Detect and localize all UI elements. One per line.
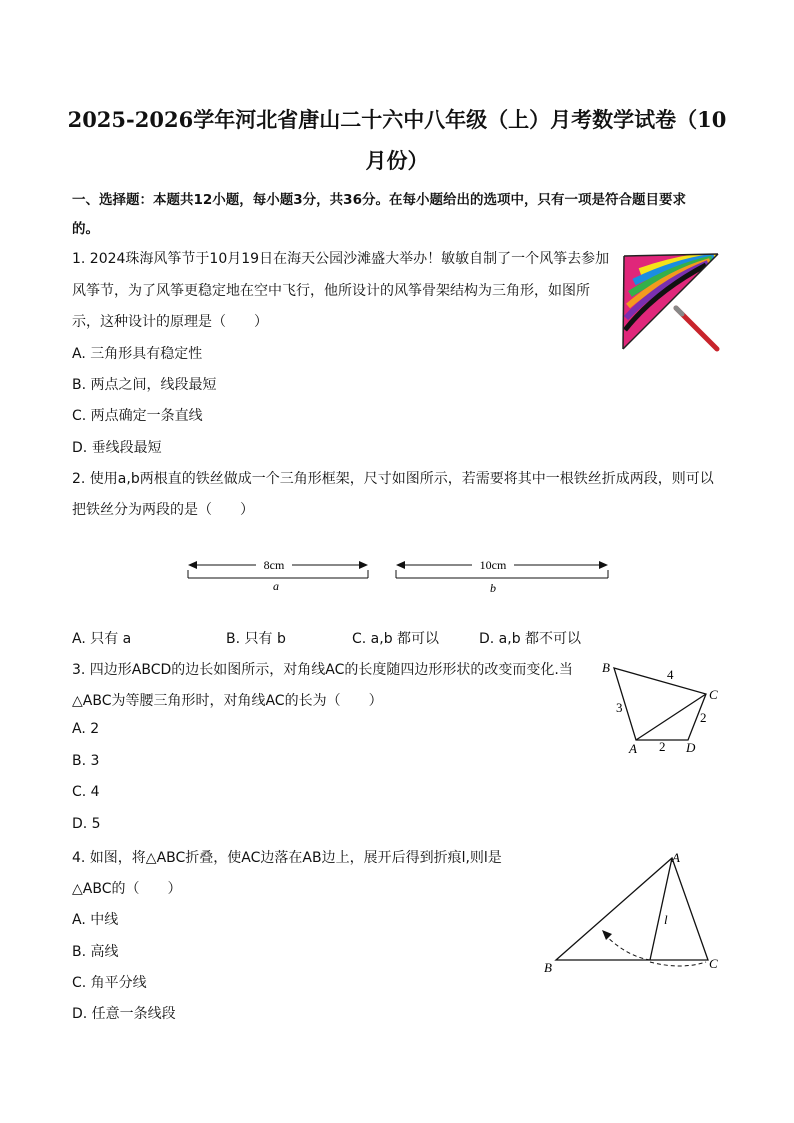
vertex-c-label: C xyxy=(709,687,718,702)
vertex-a-label-q4: A xyxy=(672,850,680,865)
side-ab-length: 3 xyxy=(616,700,623,715)
side-ad-length: 2 xyxy=(659,739,666,754)
vertex-d-label: D xyxy=(686,740,696,755)
q2-stem-line1: 2. 使用a,b两根直的铁丝做成一个三角形框架，尺寸如图所示，若需要将其中一根铁丝折成两段，则可以 xyxy=(72,471,714,487)
q1-option-a[interactable]: A. 三角形具有稳定性 xyxy=(72,346,203,362)
vertex-b-label-q4: B xyxy=(544,960,552,975)
vertex-c-label-q4: C xyxy=(709,956,718,971)
q4-option-c[interactable]: C. 角平分线 xyxy=(72,975,147,991)
q2-option-c[interactable]: C. a,b 都可以 xyxy=(352,631,440,647)
quadrilateral-abcd-figure xyxy=(596,656,726,758)
side-cd-length: 2 xyxy=(700,710,707,725)
q2-stem-line2: 把铁丝分为两段的是（ ） xyxy=(72,502,254,518)
exam-title-line2: 月份） xyxy=(365,148,429,173)
vertex-b-label: B xyxy=(602,660,610,675)
q4-option-d[interactable]: D. 任意一条线段 xyxy=(72,1006,176,1022)
q4-stem-line1: 4. 如图，将△ABC折叠，使AC边落在AB边上，展开后得到折痕l,则l是 xyxy=(72,850,502,866)
wire-b-length: 10cm xyxy=(479,558,507,572)
q1-option-b[interactable]: B. 两点之间，线段最短 xyxy=(72,377,217,393)
wire-lengths-figure xyxy=(180,548,620,598)
q1-option-d[interactable]: D. 垂线段最短 xyxy=(72,440,162,456)
q2-option-d[interactable]: D. a,b 都不可以 xyxy=(479,631,582,647)
q1-option-c[interactable]: C. 两点确定一条直线 xyxy=(72,408,203,424)
wire-b-name: b xyxy=(490,581,496,595)
kite-figure xyxy=(620,252,720,352)
q2-option-b[interactable]: B. 只有 b xyxy=(226,631,286,647)
q3-option-a[interactable]: A. 2 xyxy=(72,721,100,737)
vertex-a-label: A xyxy=(629,741,637,756)
q4-option-a[interactable]: A. 中线 xyxy=(72,912,119,928)
q3-option-b[interactable]: B. 3 xyxy=(72,753,100,769)
triangle-fold-figure xyxy=(536,846,726,978)
section-instructions-line2: 的。 xyxy=(72,221,99,237)
q4-stem-line2: △ABC的（ ） xyxy=(72,881,182,897)
q3-option-d[interactable]: D. 5 xyxy=(72,816,101,832)
wire-a-length: 8cm xyxy=(263,558,285,572)
q4-option-b[interactable]: B. 高线 xyxy=(72,944,119,960)
q1-stem-line2: 风筝节，为了风筝更稳定地在空中飞行，他所设计的风筝骨架结构为三角形，如图所 xyxy=(72,283,590,299)
q3-stem-line1: 3. 四边形ABCD的边长如图所示，对角线AC的长度随四边形形状的改变而变化.当 xyxy=(72,662,573,678)
q2-option-a[interactable]: A. 只有 a xyxy=(72,631,132,647)
exam-title-line1: 2025-2026学年河北省唐山二十六中八年级（上）月考数学试卷（10 xyxy=(67,107,727,132)
section-instructions-line1: 一、选择题：本题共12小题，每小题3分，共36分。在每小题给出的选项中，只有一项是符合题目要求 xyxy=(72,192,686,208)
side-bc-length: 4 xyxy=(667,667,674,682)
q1-stem-line1: 1. 2024珠海风筝节于10月19日在海天公园沙滩盛大举办！敏敏自制了一个风筝去参加 xyxy=(72,251,610,267)
q1-stem-line3: 示，这种设计的原理是（ ） xyxy=(72,314,268,330)
wire-a-name: a xyxy=(273,579,279,593)
q3-option-c[interactable]: C. 4 xyxy=(72,784,100,800)
crease-l-label: l xyxy=(664,912,668,927)
q3-stem-line2: △ABC为等腰三角形时，对角线AC的长为（ ） xyxy=(72,693,383,709)
